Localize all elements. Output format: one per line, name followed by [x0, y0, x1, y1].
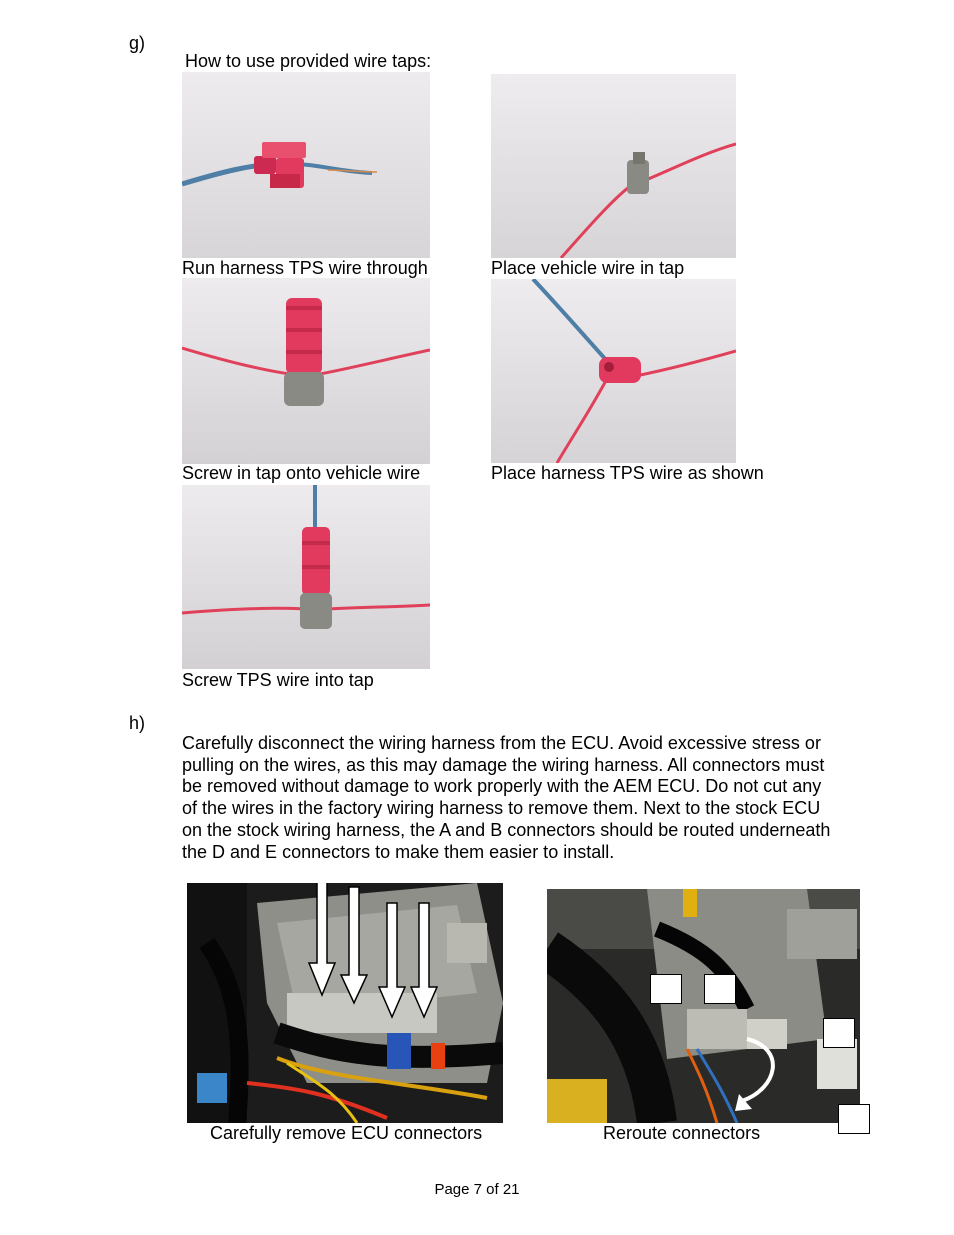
page-number: Page 7 of 21 — [434, 1181, 520, 1198]
photo-reroute-connectors — [547, 889, 860, 1123]
photo-screw-tap-vehicle — [182, 278, 430, 464]
photo-place-harness-wire — [491, 279, 736, 463]
caption-remove-ecu: Carefully remove ECU connectors — [210, 1123, 483, 1143]
section-g-heading: How to use provided wire taps: — [185, 51, 432, 71]
photo-wire-through-tap — [182, 72, 430, 258]
section-h-marker: h) — [129, 713, 146, 733]
caption-reroute: Reroute connectors — [603, 1123, 761, 1143]
paragraph-line: the D and E connectors to make them easier to install. — [182, 841, 615, 862]
caption-run-harness: Run harness TPS wire through — [182, 258, 428, 278]
paragraph-line: of the wires in the factory wiring harness to remove them. Next to the stock ECU — [182, 798, 821, 819]
caption-place-harness: Place harness TPS wire as shown — [491, 463, 764, 483]
paragraph-line: pulling on the wires, as this may damage the wiring harness. All connectors must — [182, 754, 825, 775]
photo-ecu-connectors — [187, 883, 503, 1123]
photo-screw-tps-wire — [182, 485, 430, 669]
section-g-marker: g) — [129, 33, 146, 53]
photo-vehicle-wire-in-tap — [491, 74, 736, 258]
connector-label-box — [650, 974, 682, 1004]
section-h-paragraph — [182, 733, 872, 863]
connector-label-box — [838, 1104, 870, 1134]
paragraph-line: be removed without damage to work properly with the AEM ECU. Do not cut any — [182, 776, 822, 797]
paragraph-line: Carefully disconnect the wiring harness from the ECU. Avoid excessive stress or — [182, 733, 821, 753]
caption-screw-tap-vehicle: Screw in tap onto vehicle wire — [182, 463, 421, 483]
caption-screw-tps: Screw TPS wire into tap — [182, 670, 374, 690]
paragraph-line: on the stock wiring harness, the A and B connectors should be routed underneath — [182, 819, 831, 840]
caption-place-vehicle: Place vehicle wire in tap — [491, 258, 685, 278]
connector-label-box — [704, 974, 736, 1004]
connector-label-box — [823, 1018, 855, 1048]
